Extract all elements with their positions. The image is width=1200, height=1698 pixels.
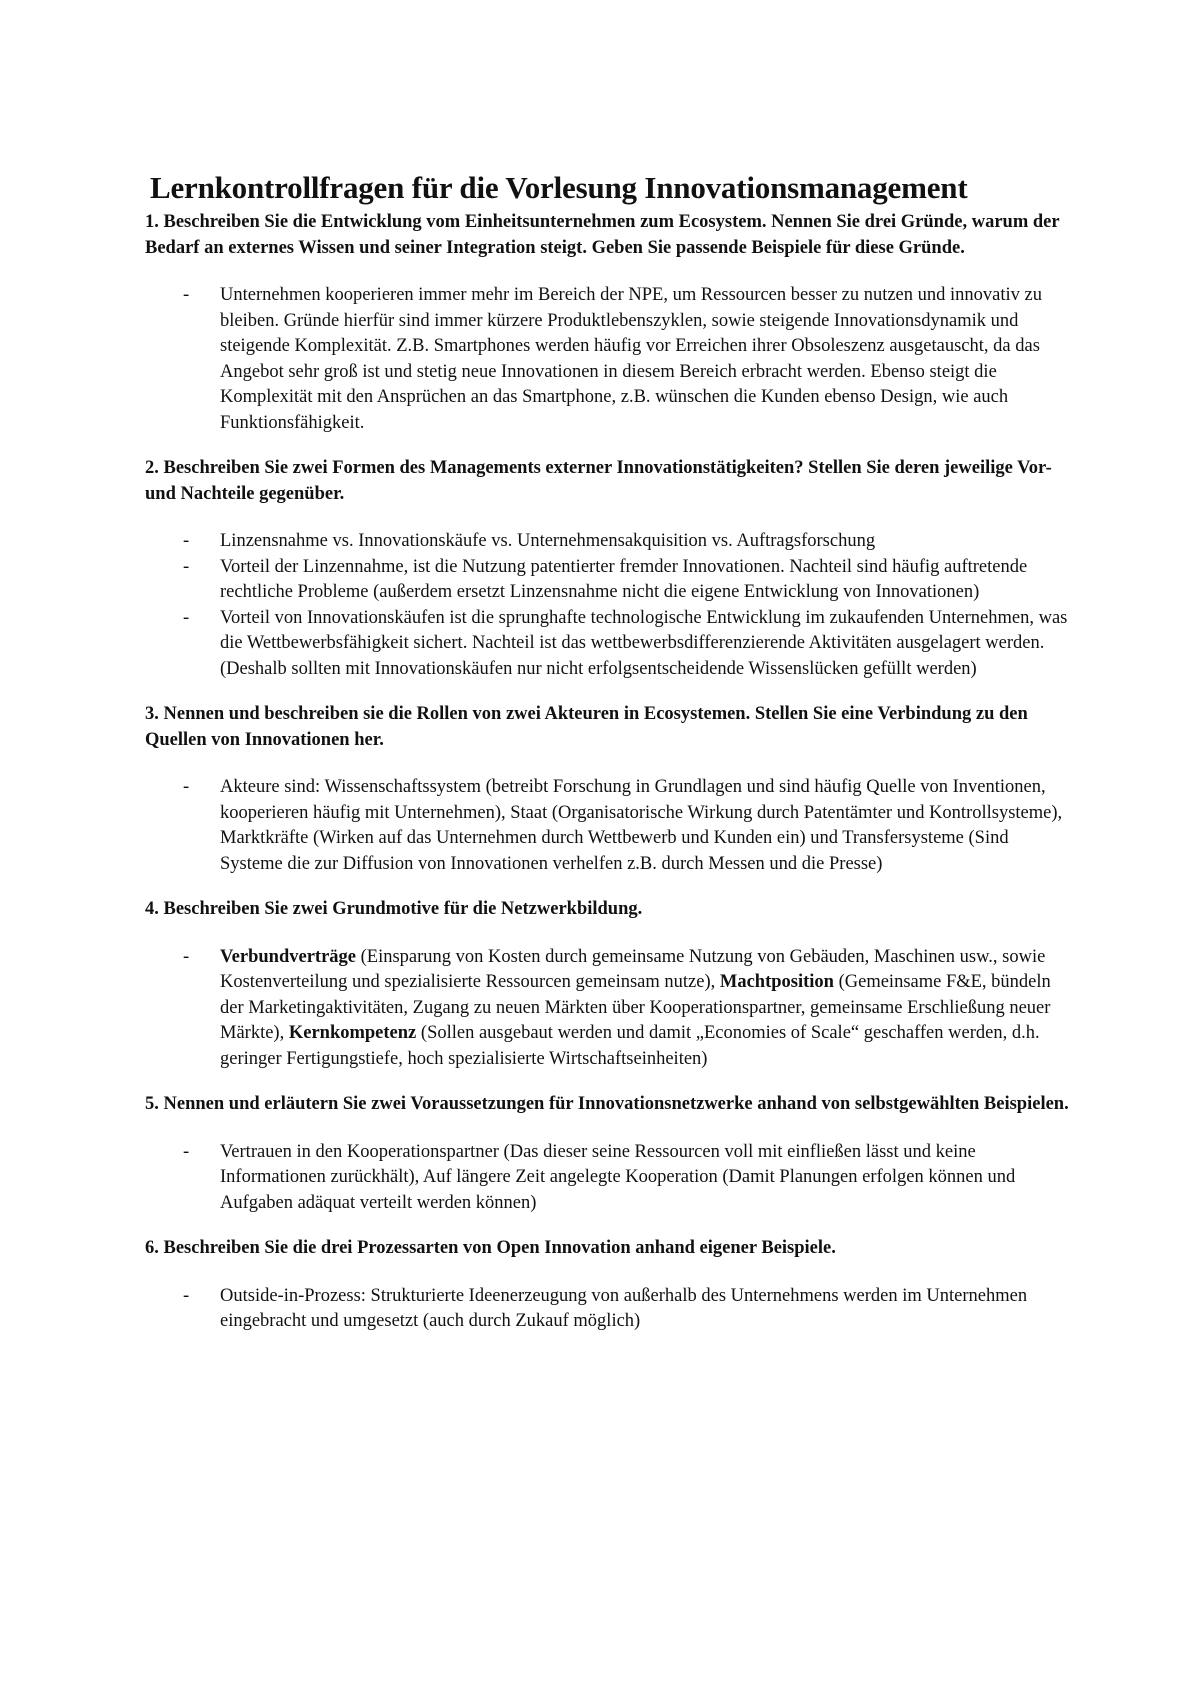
answer-list-4 xyxy=(145,945,1075,1073)
answer-item xyxy=(145,606,1075,683)
answer-text xyxy=(220,947,1051,1069)
answer-list-2 xyxy=(145,529,1075,682)
answer-text: Unternehmen kooperieren immer mehr im Bereich der NPE, um Ressourcen besser zu nutzen und innovativ zu bleiben. Gründe hierfür sind immer kürzere Produktlebenszyklen, sowie steigende Innovationsdynamik und steigende Komplexität. Z.B. Smartphones werden häufig vor Erreichen ihrer Obsoleszenz ausgetauscht, da das Angebot sehr groß ist und stetig neue Innovationen in diesem Bereich erbracht werden. Ebenso steigt die Komplexität mit den Ansprüchen an das Smartphone, z.B. wünschen die Kunden ebenso Design, wie auch Funktionsfähigkeit. xyxy=(220,285,1042,433)
bullet-dash: - xyxy=(183,1285,190,1306)
term-verbundvertraege: Verbundverträge xyxy=(220,946,356,967)
bullet-dash: - xyxy=(183,285,190,305)
answer-list-3 xyxy=(145,775,1075,877)
answer-item xyxy=(145,555,1075,606)
bullet-dash: - xyxy=(183,1141,190,1162)
term-description: (Sollen ausgebaut werden und damit „Economies of Scale“ geschaffen werden, d.h. geringer Fertigungstiefe, hoch spezialisierte Wirtschaftseinheiten) xyxy=(220,1023,1040,1069)
answer-text: Vertrauen in den Kooperationspartner (Das dieser seine Ressourcen voll mit einfließen lässt und keine Informationen zurückhält), Auf längere Zeit angelegte Kooperation (Damit Planungen erfolgen können und Aufgaben adäquat verteilt werden können) xyxy=(220,1141,1016,1213)
question-1: 1. Beschreiben Sie die Entwicklung vom Einheitsunternehmen zum Ecosystem. Nennen Sie drei Gründe, warum der Bedarf an externes Wissen und seiner Integration steigt. Geben Sie passende Beispiele für diese Gründe. xyxy=(145,212,1060,258)
question-block-3 xyxy=(145,702,1075,877)
answer-list-5 xyxy=(145,1140,1075,1217)
document-title: Lernkontrollfragen für die Vorlesung Innovationsmanagement xyxy=(150,170,968,205)
bullet-dash: - xyxy=(183,946,190,967)
answer-item xyxy=(145,1140,1075,1217)
term-description: (Einsparung von Kosten durch gemeinsame Nutzung von Gebäuden, Maschinen usw., sowie Kostenverteilung und spezialisierte Ressourcen gemeinsam nutze), xyxy=(220,946,1046,992)
bullet-dash: - xyxy=(183,607,190,628)
answer-item xyxy=(145,775,1075,877)
document-content xyxy=(145,170,1075,1355)
answer-item xyxy=(145,283,1075,436)
term-machtposition: Machtposition xyxy=(719,972,834,992)
term-description: (Gemeinsame F&E, bündeln der Marketingaktivitäten, Zugang zu neuen Märkten über Kooperationspartner, gemeinsame Erschließung neuer Märkte), xyxy=(220,972,1051,1043)
answer-text: Akteure sind: Wissenschaftssystem (betreibt Forschung in Grundlagen und sind häufig Quelle von Inventionen, kooperieren häufig mit Unternehmen), Staat (Organisatorische Wirkung durch Patentämter und Kontrollsysteme), Marktkräfte (Wirken auf das Unternehmen durch Wettbewerb und Kunden ein) und Transfersysteme (Sind Systeme die zur Diffusion von Innovationen verhelfen z.B. durch Messen und die Presse) xyxy=(220,777,1063,874)
answer-list-6 xyxy=(145,1284,1075,1335)
question-block-6 xyxy=(145,1236,1075,1335)
answer-text: Vorteil von Innovationskäufen ist die sprunghafte technologische Entwicklung im zukaufenden Unternehmen, was die Wettbewerbsfähigkeit sichert. Nachteil ist das wettbewerbsdifferenzierende Aktivitäten ausgelagert werden.(Deshalb sollten mit Innovationskäufen nur nicht erfolgsentscheidende Wissenslücken gefüllt werden) xyxy=(220,607,1068,679)
question-block-2 xyxy=(145,456,1075,682)
answer-text: Outside-in-Prozess: Strukturierte Ideenerzeugung von außerhalb des Unternehmens werden im Unternehmen eingebracht und umgesetzt (auch durch Zukauf möglich) xyxy=(220,1285,1028,1331)
question-block-1 xyxy=(145,210,1075,436)
answer-list-1 xyxy=(145,283,1075,436)
answer-text: Vorteil der Linzennahme, ist die Nutzung patentierter fremder Innovationen. Nachteil sind häufig auftretende rechtliche Probleme (außerdem ersetzt Linzensnahme nicht die eigene Entwicklung von Innovationen) xyxy=(220,556,1028,602)
answer-item xyxy=(145,1284,1075,1335)
bullet-dash: - xyxy=(183,556,190,577)
question-5: 5. Nennen und erläutern Sie zwei Voraussetzungen für Innovationsnetzwerke anhand von selbstgewählten Beispielen. xyxy=(145,1094,1069,1114)
question-block-4 xyxy=(145,897,1075,1072)
bullet-dash: - xyxy=(183,777,190,797)
question-3: 3. Nennen und beschreiben sie die Rollen von zwei Akteuren in Ecosystemen. Stellen Sie eine Verbindung zu den Quellen von Innovationen her. xyxy=(145,704,1028,750)
question-6: 6. Beschreiben Sie die drei Prozessarten von Open Innovation anhand eigener Beispiele. xyxy=(145,1238,836,1258)
question-block-5 xyxy=(145,1092,1075,1216)
question-2: 2. Beschreiben Sie zwei Formen des Managements externer Innovationstätigkeiten? Stellen Sie deren jeweilige Vor- und Nachteile gegenüber. xyxy=(145,458,1052,504)
term-kernkompetenz: Kernkompetenz xyxy=(288,1023,417,1043)
answer-text: Linzensnahme vs. Innovationskäufe vs. Unternehmensakquisition vs. Auftragsforschung xyxy=(220,531,876,551)
answer-item xyxy=(145,945,1075,1073)
answer-item xyxy=(145,529,1075,555)
question-4: 4. Beschreiben Sie zwei Grundmotive für die Netzwerkbildung. xyxy=(145,899,643,919)
bullet-dash: - xyxy=(183,531,190,551)
